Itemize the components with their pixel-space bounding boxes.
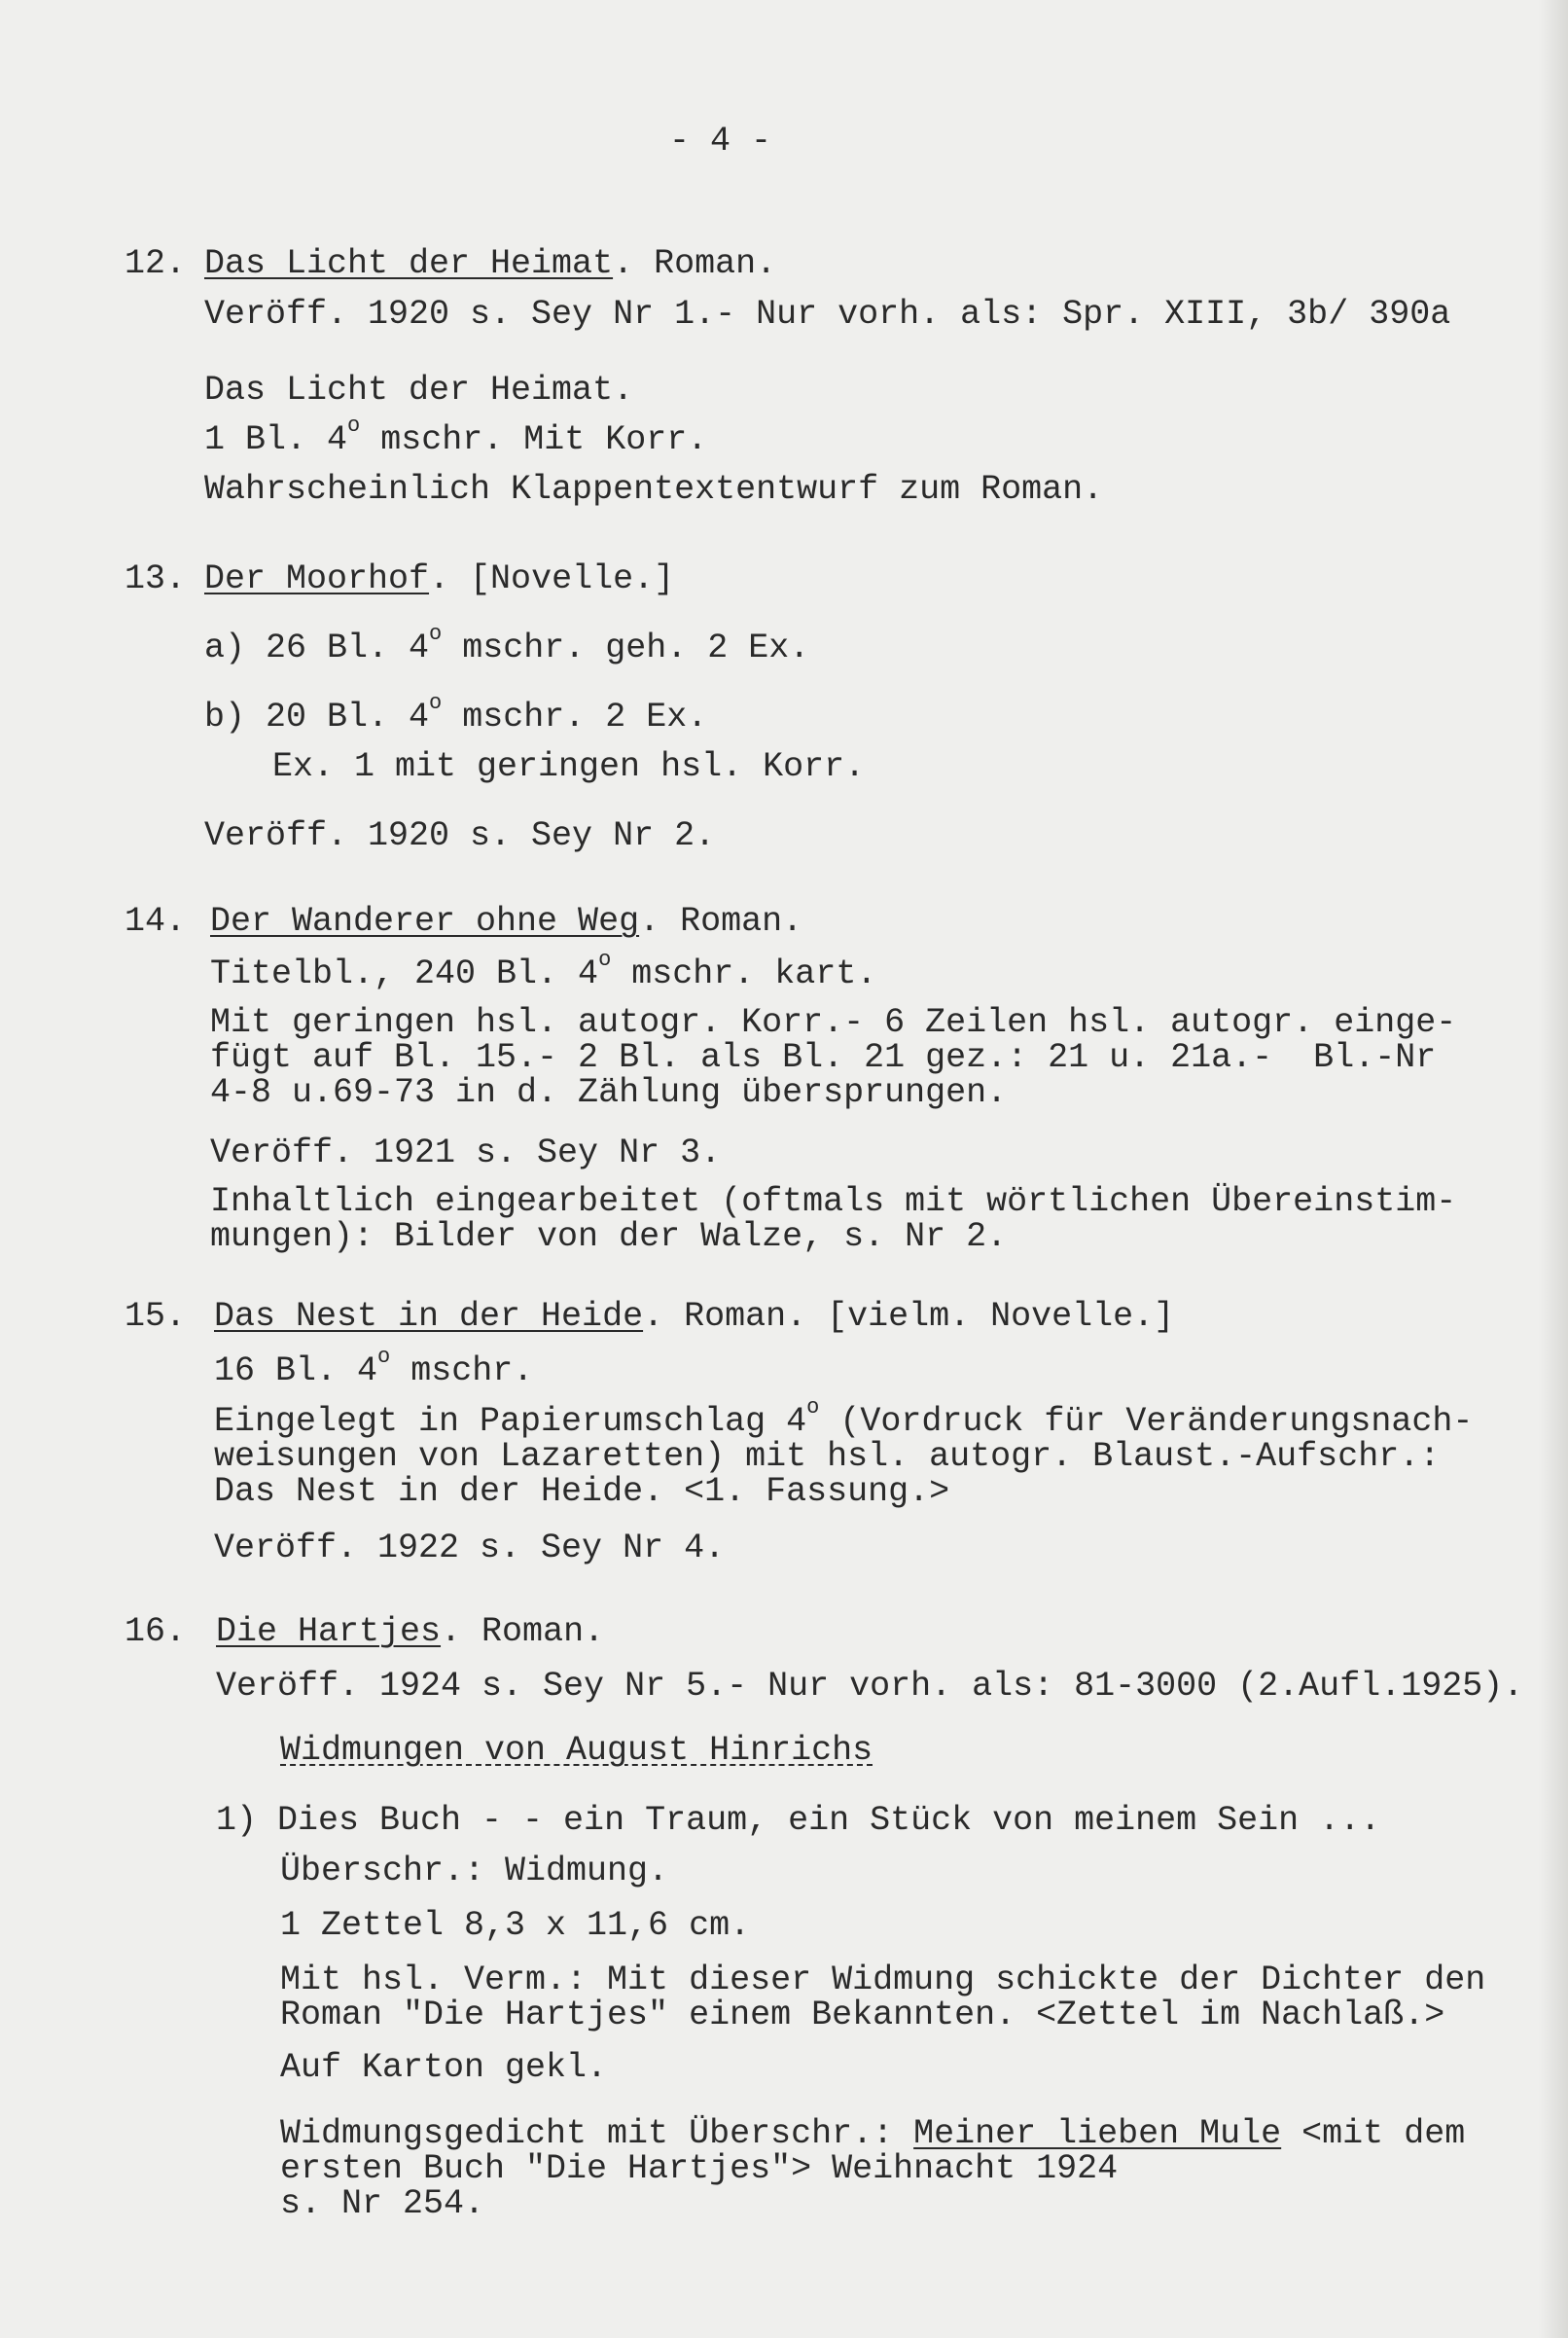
entry-title: Die Hartjes <box>216 1612 442 1651</box>
variant-b-line: b) 20 Bl. 4$^o$ mschr. 2 Ex. <box>204 691 708 737</box>
note-line: ersten Buch "Die Hartjes"> Weihnacht 1924 <box>280 2149 1119 2188</box>
entry-genre: . Roman. <box>613 244 777 283</box>
publication-line: Veröff. 1924 s. Sey Nr 5.- Nur vorh. als: 81-3000 (2.Aufl.1925). <box>216 1667 1524 1706</box>
note-line: Auf Karton gekl. <box>280 2048 608 2087</box>
entry-title: Der Moorhof <box>204 559 430 598</box>
entry-number: 14. <box>125 902 187 941</box>
note-line: s. Nr 254. <box>280 2184 485 2223</box>
note-line: mungen): Bilder von der Walze, s. Nr 2. <box>210 1217 1008 1256</box>
entry-title-line <box>216 1613 604 1650</box>
entry-title: Der Wanderer ohne Weg <box>210 902 640 941</box>
note-line: Mit geringen hsl. autogr. Korr.- 6 Zeilen hsl. autogr. einge- <box>210 1003 1457 1042</box>
entry-genre: . Roman. <box>639 902 803 941</box>
entry-genre: . Roman. [vielm. Novelle.] <box>643 1297 1175 1336</box>
note-line: 4-8 u.69-73 in d. Zählung übersprungen. <box>210 1073 1008 1112</box>
note-line: Das Nest in der Heide. <1. Fassung.> <box>214 1472 950 1511</box>
note-line: weisungen von Lazaretten) mit hsl. autogr. Blaust.-Aufschr.: <box>214 1437 1441 1476</box>
description-line: 16 Bl. 4$^o$ mschr. <box>214 1345 534 1390</box>
entry-title-line <box>210 903 802 940</box>
note-line: Inhaltlich eingearbeitet (oftmals mit wörtlichen Übereinstim- <box>210 1182 1457 1221</box>
note-line: Eingelegt in Papierumschlag 4$^o$ (Vordruck für Veränderungsnach- <box>214 1395 1474 1441</box>
text-line: Das Licht der Heimat. <box>204 371 634 410</box>
entry-genre: . Roman. <box>441 1612 605 1651</box>
variant-b-note: Ex. 1 mit geringen hsl. Korr. <box>272 747 866 786</box>
note-line: Mit hsl. Verm.: Mit dieser Widmung schickte der Dichter den <box>280 1960 1486 1999</box>
note-line: Überschr.: Widmung. <box>280 1852 669 1890</box>
entry-title-line <box>214 1298 1174 1335</box>
entry-title: Das Licht der Heimat <box>204 244 614 283</box>
page-number: - 4 - <box>669 122 772 161</box>
note-line: fügt auf Bl. 15.- 2 Bl. als Bl. 21 gez.: 21 u. 21a.- Bl.-Nr <box>210 1038 1437 1077</box>
page-edge-shadow <box>1539 0 1568 2338</box>
entry-number: 13. <box>125 559 187 598</box>
publication-line: Veröff. 1921 s. Sey Nr 3. <box>210 1133 722 1172</box>
note-line: Roman "Die Hartjes" einem Bekannten. <Zettel im Nachlaß.> <box>280 1996 1445 2034</box>
entry-title-line <box>204 560 674 597</box>
dedications-heading: Widmungen von August Hinrichs <box>280 1731 873 1770</box>
note-line: Wahrscheinlich Klappentextentwurf zum Roman. <box>204 470 1104 509</box>
publication-line: Veröff. 1920 s. Sey Nr 1.- Nur vorh. als: Spr. XIII, 3b/ 390a <box>204 295 1451 334</box>
entry-number: 12. <box>125 244 187 283</box>
entry-title: Das Nest in der Heide <box>214 1297 644 1336</box>
dedication-item-1: 1) Dies Buch - - ein Traum, ein Stück von meinem Sein ... <box>216 1801 1381 1840</box>
entry-title-line <box>204 245 776 282</box>
entry-genre: . [Novelle.] <box>429 559 675 598</box>
variant-a-line: a) 26 Bl. 4$^o$ mschr. geh. 2 Ex. <box>204 622 810 667</box>
note-line: Widmungsgedicht mit Überschr.: Meiner lieben Mule <mit dem <box>280 2114 1466 2153</box>
entry-number: 15. <box>125 1297 187 1336</box>
publication-line: Veröff. 1920 s. Sey Nr 2. <box>204 816 716 855</box>
entry-number: 16. <box>125 1612 187 1651</box>
description-line: 1 Bl. 4$^o$ mschr. Mit Korr. <box>204 414 708 459</box>
publication-line: Veröff. 1922 s. Sey Nr 4. <box>214 1529 726 1567</box>
description-line: Titelbl., 240 Bl. 4$^o$ mschr. kart. <box>210 948 877 993</box>
note-line: 1 Zettel 8,3 x 11,6 cm. <box>280 1906 751 1945</box>
